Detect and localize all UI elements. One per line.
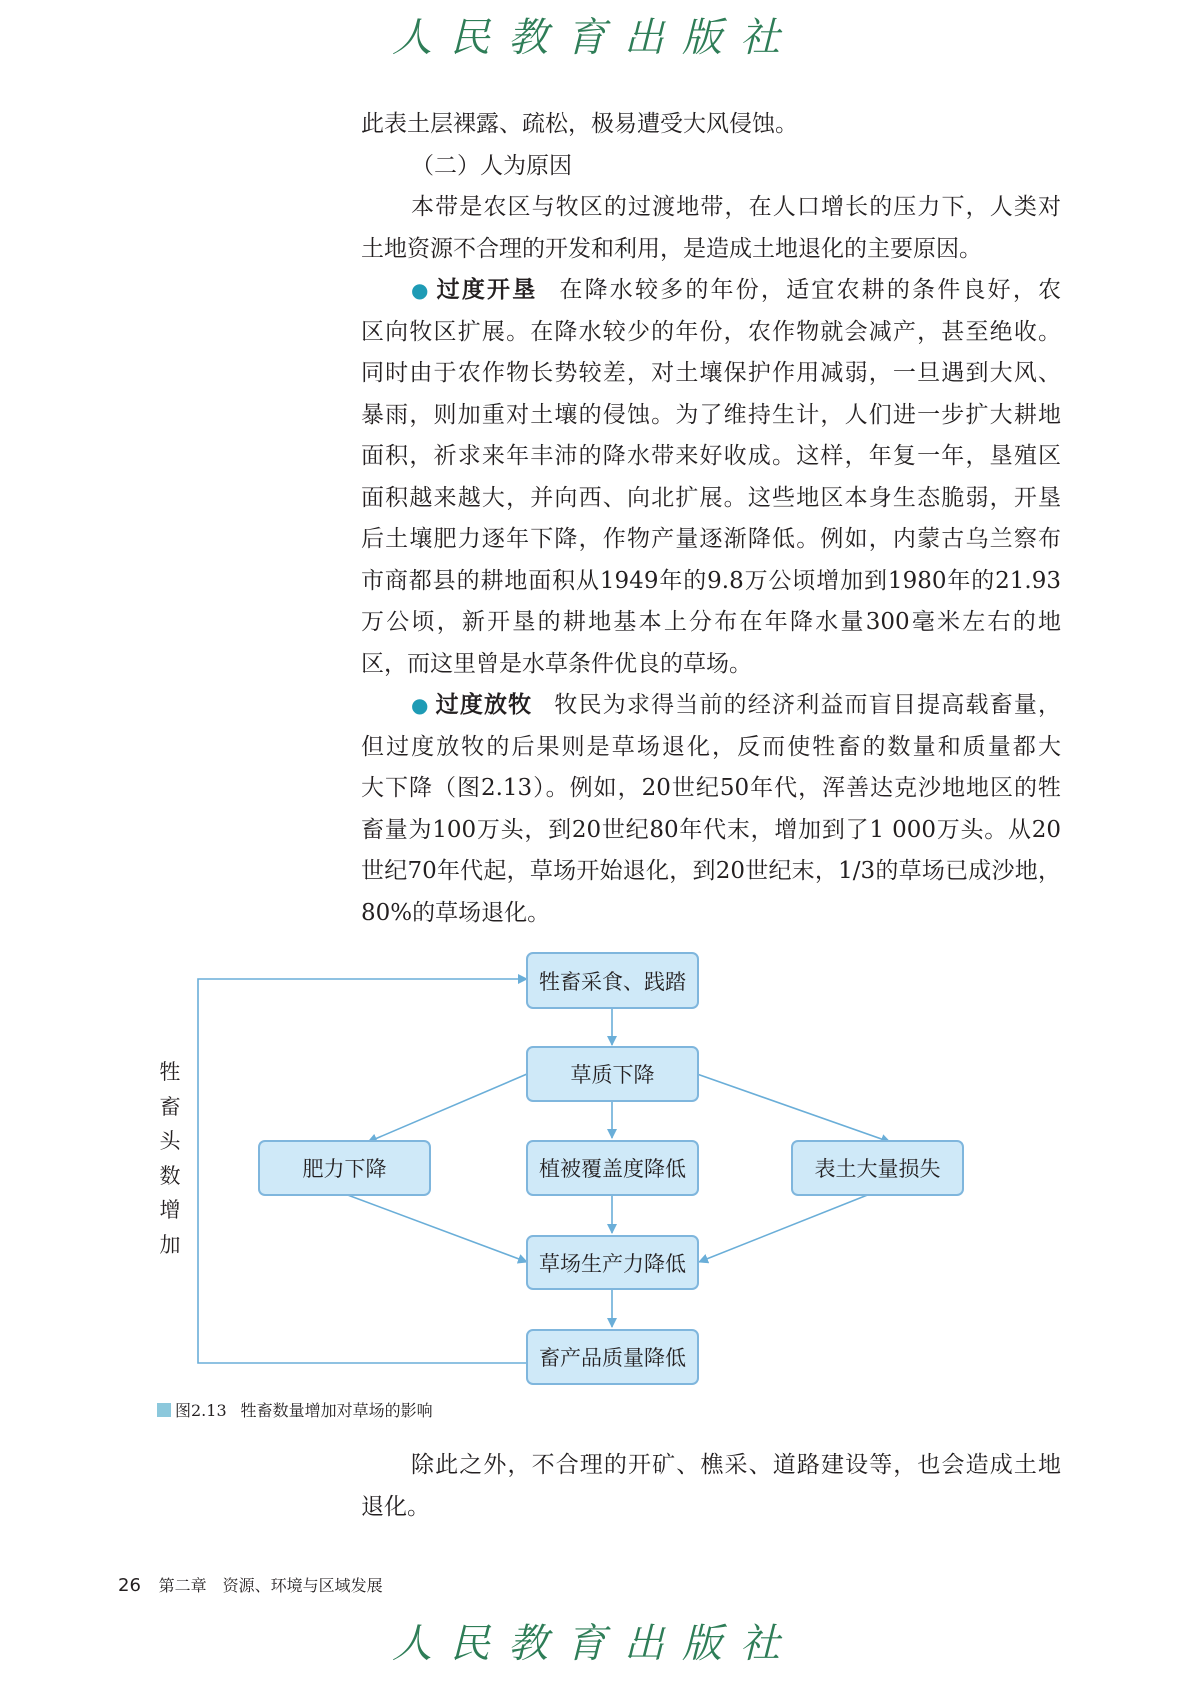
bullet-text: 牧民为求得当前的经济利益而盲目提高载畜量， — [554, 692, 1062, 718]
paragraph-line: 大下降（图2.13）。例如，20世纪50年代，浑善达克沙地地区的牲 — [361, 775, 1061, 801]
paragraph-line: 本带是农区与牧区的过渡地带，在人口增长的压力下，人类对 — [411, 194, 1061, 220]
paragraph-line: 万公顷，新开垦的耕地基本上分布在年降水量300毫米左右的地 — [361, 609, 1061, 635]
paragraph-line: 同时由于农作物长势较差，对土壤保护作用减弱，一旦遇到大风、 — [361, 360, 1061, 386]
bullet-icon: ● — [411, 278, 431, 302]
arrow-quality-to-fertility — [368, 1074, 527, 1142]
node-vegetation: 植被覆盖度降低 — [526, 1140, 699, 1196]
side-label-char: 增 — [159, 1198, 181, 1222]
paragraph-line: 但过度放牧的后果则是草场退化，反而使牲畜的数量和质量都大 — [361, 733, 1061, 760]
figure-title: 牲畜数量增加对草场的影响 — [240, 1401, 433, 1420]
bullet-term: 过度开垦 — [436, 277, 538, 303]
bullet-text: 在降水较多的年份，适宜农耕的条件良好，农 — [559, 277, 1062, 303]
bullet-icon: ● — [411, 693, 430, 717]
arrow-quality-to-topsoil — [697, 1074, 890, 1142]
node-topsoil: 表土大量损失 — [791, 1140, 964, 1196]
bullet-term: 过度放牧 — [435, 692, 533, 718]
side-label-char: 数 — [159, 1163, 181, 1188]
side-label-char: 加 — [159, 1232, 181, 1257]
paragraph-line: 区向牧区扩展。在降水较少的年份，农作物就会减产，甚至绝收。 — [361, 318, 1061, 345]
node-product-quality: 畜产品质量降低 — [526, 1329, 699, 1385]
paragraph-line: 面积，祈求来年丰沛的降水带来好收成。这样，年复一年，垦殖区 — [361, 443, 1061, 469]
publisher-logo-top: 人民教育出版社 — [392, 15, 798, 61]
chapter-title: 第二章 资源、环境与区域发展 — [158, 1576, 383, 1595]
side-label-livestock-increase — [155, 1055, 185, 1262]
bullet-item-overgrazing — [361, 685, 1061, 727]
paragraph-line: 后土壤肥力逐年下降，作物产量逐渐降低。例如，内蒙古乌兰察布 — [361, 526, 1061, 552]
section-heading: （二）人为原因 — [411, 152, 572, 179]
node-productivity: 草场生产力降低 — [526, 1235, 699, 1290]
paragraph-line: 畜量为100万头，到20世纪80年代末，增加到了1 000万头。从20 — [361, 816, 1061, 843]
side-label-char: 牲 — [159, 1060, 181, 1084]
body-text-lower — [361, 1445, 1061, 1528]
paragraph-line: 土地资源不合理的开发和利用，是造成土地退化的主要原因。 — [361, 235, 982, 262]
figure-caption — [157, 1398, 433, 1421]
bullet-item-overcultivation — [361, 270, 1061, 312]
paragraph-line: 暴雨，则加重对土壤的侵蚀。为了维持生计，人们进一步扩大耕地 — [361, 401, 1061, 428]
page-number: 26 — [118, 1575, 141, 1596]
arrow-topsoil-to-productivity — [699, 1194, 870, 1262]
paragraph-line: 市商都县的耕地面积从1949年的9.8万公顷增加到1980年的21.93 — [361, 567, 1061, 594]
paragraph-line: 世纪70年代起，草场开始退化，到20世纪末，1/3的草场已成沙地， — [361, 858, 1061, 884]
figure-number: 图2.13 — [175, 1401, 227, 1420]
arrow-fertility-to-productivity — [345, 1194, 527, 1262]
paragraph-line: 除此之外，不合理的开矿、樵采、道路建设等，也会造成土地 — [411, 1452, 1061, 1478]
paragraph-line: 面积越来越大，并向西、向北扩展。这些地区本身生态脆弱，开垦 — [361, 484, 1061, 511]
side-label-char: 头 — [159, 1129, 181, 1153]
node-grazing: 牲畜采食、践踏 — [526, 952, 699, 1009]
node-grass-quality: 草质下降 — [526, 1046, 699, 1102]
body-text-upper — [361, 104, 1061, 934]
node-fertility: 肥力下降 — [258, 1140, 431, 1196]
side-label-char: 畜 — [159, 1094, 181, 1119]
publisher-logo-bottom: 人民教育出版社 — [392, 1621, 798, 1667]
paragraph-line: 区，而这里曾是水草条件优良的草场。 — [361, 650, 752, 677]
caption-square-icon — [157, 1403, 171, 1417]
paragraph-line: 此表土层裸露、疏松，极易遭受大风侵蚀。 — [361, 111, 798, 137]
paragraph-line: 80%的草场退化。 — [361, 899, 551, 926]
page-footer — [118, 1573, 383, 1596]
paragraph-line: 退化。 — [361, 1493, 430, 1520]
